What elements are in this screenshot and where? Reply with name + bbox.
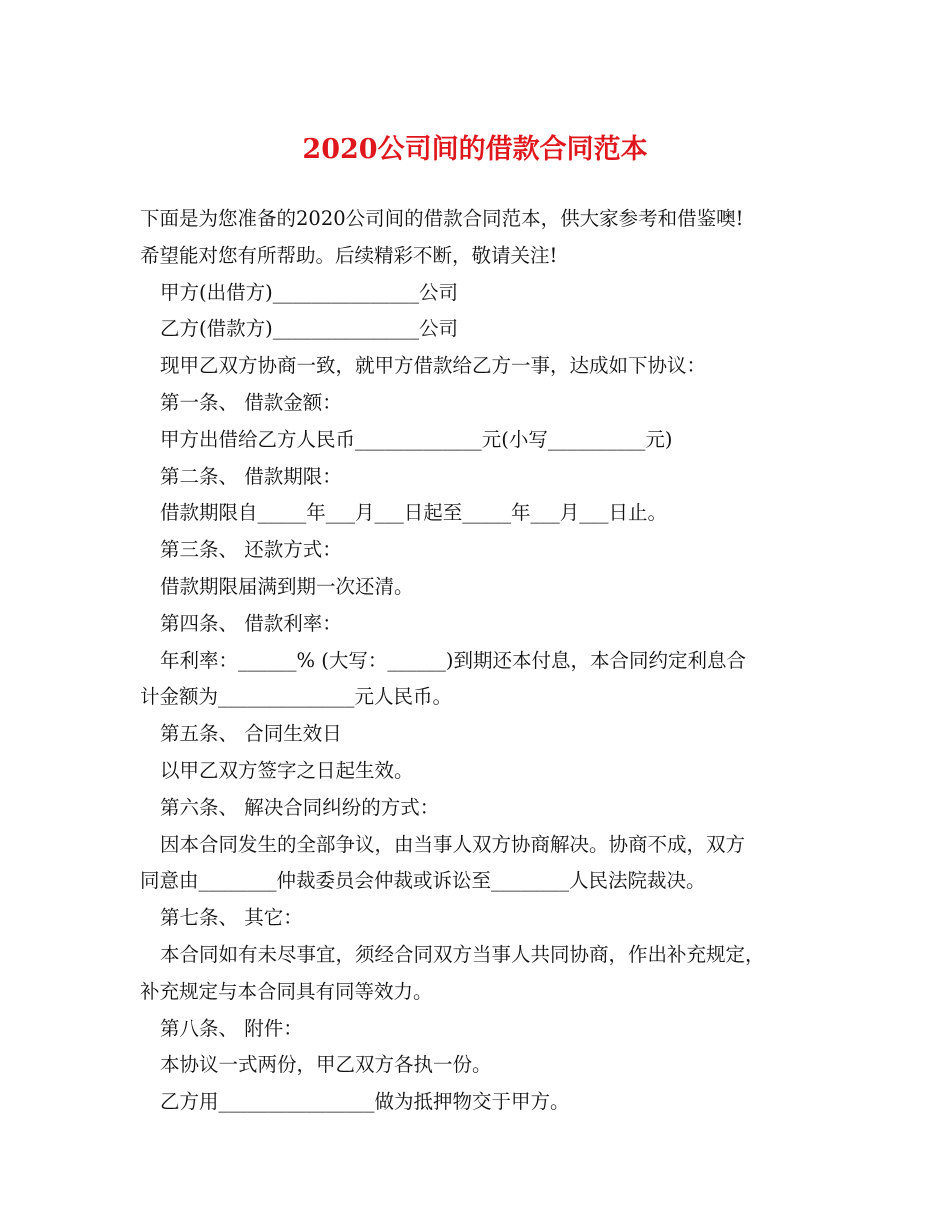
paragraph-line: 以甲乙双方签字之日起生效。 — [160, 758, 414, 782]
paragraph-line: 甲方(出借方)_______________公司 — [160, 280, 458, 304]
paragraph-line: 本合同如有未尽事宜，须经合同双方当事人共同协商，作出补充规定， — [160, 942, 765, 966]
paragraph-line: 同意由________仲裁委员会仲裁或诉讼至________人民法院裁决。 — [140, 869, 706, 893]
document-body — [140, 201, 820, 1121]
paragraph-line: 现甲乙双方协商一致，就甲方借款给乙方一事，达成如下协议： — [160, 354, 707, 378]
paragraph-line: 年利率：______% (大写：______)到期还本付息，本合同约定利息合 — [160, 648, 746, 672]
paragraph-line: 第五条、 合同生效日 — [160, 722, 342, 746]
paragraph-line: 第七条、 其它： — [160, 906, 303, 930]
paragraph-line: 补充规定与本合同具有同等效力。 — [140, 979, 433, 1003]
paragraph-line: 借款期限自_____年___月___日起至_____年___月___日止。 — [160, 501, 668, 525]
paragraph-line: 借款期限届满到期一次还清。 — [160, 574, 414, 598]
paragraph-line: 因本合同发生的全部争议，由当事人双方协商解决。协商不成，双方 — [160, 832, 746, 856]
paragraph-line: 第一条、 借款金额： — [160, 390, 342, 414]
paragraph-line: 希望能对您有所帮助。后续精彩不断，敬请关注! — [140, 243, 558, 267]
paragraph-line: 乙方用________________做为抵押物交于甲方。 — [160, 1090, 570, 1114]
paragraph-line: 下面是为您准备的2020公司间的借款合同范本，供大家参考和借鉴噢! — [140, 207, 744, 230]
paragraph-line: 第四条、 借款利率： — [160, 611, 342, 635]
paragraph-line: 计金额为______________元人民币。 — [140, 685, 453, 709]
paragraph-line: 第三条、 还款方式： — [160, 538, 342, 562]
paragraph-line: 第六条、 解决合同纠纷的方式： — [160, 795, 440, 819]
document-title: 2020公司间的借款合同范本 — [302, 134, 648, 165]
paragraph-line: 第二条、 借款期限： — [160, 464, 342, 488]
paragraph-line: 第八条、 附件： — [160, 1016, 303, 1040]
paragraph-line: 本协议一式两份，甲乙双方各执一份。 — [160, 1053, 492, 1077]
paragraph-line: 甲方出借给乙方人民币_____________元(小写__________元) — [160, 427, 673, 451]
paragraph-line: 乙方(借款方)_______________公司 — [160, 317, 458, 341]
